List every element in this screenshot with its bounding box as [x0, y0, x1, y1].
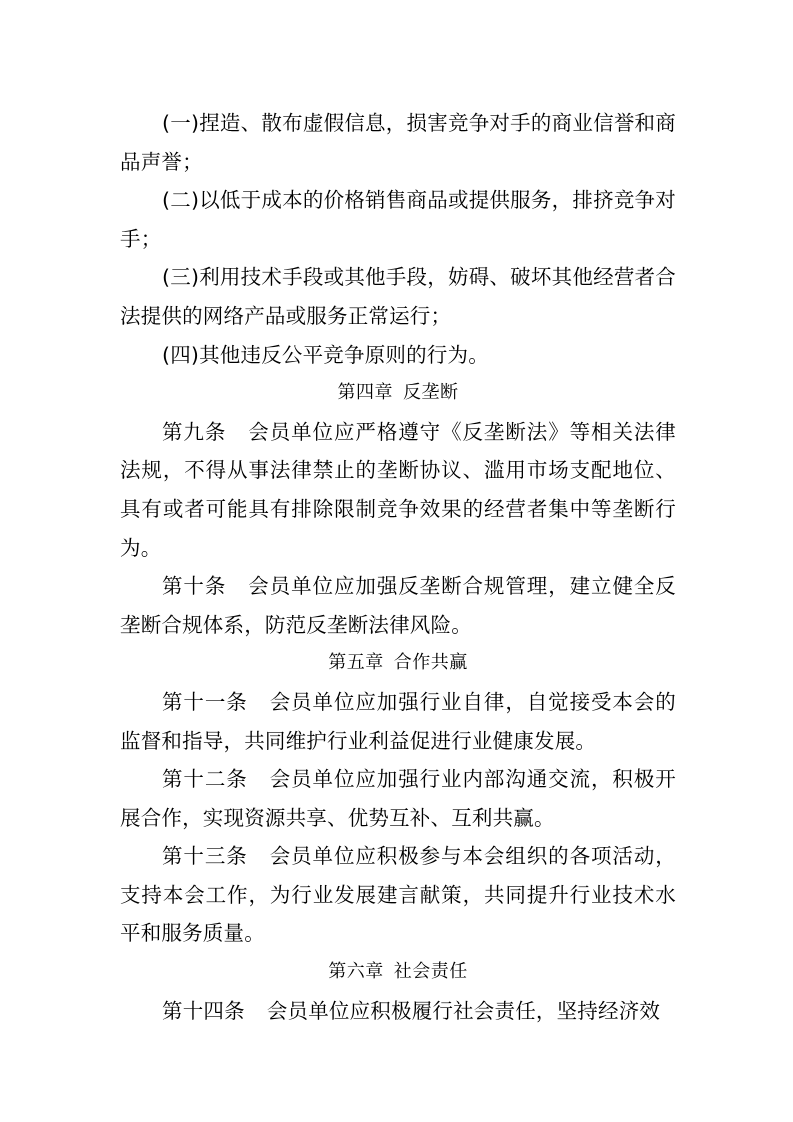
chapter-title: 反垄断	[403, 382, 459, 404]
article-number: 第十一条	[162, 689, 248, 714]
article-paragraph	[120, 567, 676, 644]
chapter-number: 第四章	[337, 382, 393, 404]
article-number: 第九条	[162, 419, 227, 444]
article-paragraph	[120, 760, 676, 837]
article-text: 会员单位应严格遵守《反垄断法》等相关法律法规，不得从事法律禁止的垄断协议、滥用市场支配地位、具有或者可能具有排除限制竞争效果的经营者集中等垄断行为。	[120, 419, 677, 560]
article-number: 第十条	[162, 574, 227, 599]
article-text: 会员单位应积极履行社会责任，坚持经济效	[266, 998, 661, 1023]
chapter-number: 第五章	[328, 652, 384, 674]
article-number: 第十二条	[162, 767, 248, 792]
document-body	[120, 104, 676, 1030]
chapter-title: 社会责任	[393, 961, 468, 983]
list-item: (二)以低于成本的价格销售商品或提供服务，排挤竞争对手；	[120, 188, 676, 251]
chapter-title: 合作共赢	[393, 652, 468, 674]
article-text: 会员单位应加强行业自律，自觉接受本会的监督和指导，共同维护行业利益促进行业健康发展。	[120, 689, 676, 753]
article-text: 会员单位应加强行业内部沟通交流，积极开展合作，实现资源共享、优势互补、互利共赢。	[120, 767, 676, 830]
list-item: (一)捏造、散布虚假信息，损害竞争对手的商业信誉和商品声誉；	[120, 111, 676, 174]
list-item: (四)其他违反公平竞争原则的行为。	[162, 342, 489, 367]
article-paragraph	[120, 683, 676, 760]
chapter-heading	[120, 644, 676, 683]
article-paragraph	[120, 837, 676, 953]
article-paragraph	[120, 992, 676, 1031]
list-item: (三)利用技术手段或其他手段，妨碍、破坏其他经营者合法提供的网络产品或服务正常运行；	[120, 265, 676, 328]
chapter-number: 第六章	[328, 961, 384, 983]
article-number: 第十四条	[162, 998, 245, 1023]
chapter-heading	[120, 374, 676, 413]
chapter-heading	[120, 953, 676, 992]
article-text: 会员单位应积极参与本会组织的各项活动，支持本会工作，为行业发展建言献策，共同提升行业技术水平和服务质量。	[120, 844, 676, 946]
article-paragraph	[120, 413, 676, 567]
article-text: 会员单位应加强反垄断合规管理，建立健全反垄断合规体系，防范反垄断法律风险。	[120, 574, 677, 637]
article-number: 第十三条	[162, 844, 248, 869]
